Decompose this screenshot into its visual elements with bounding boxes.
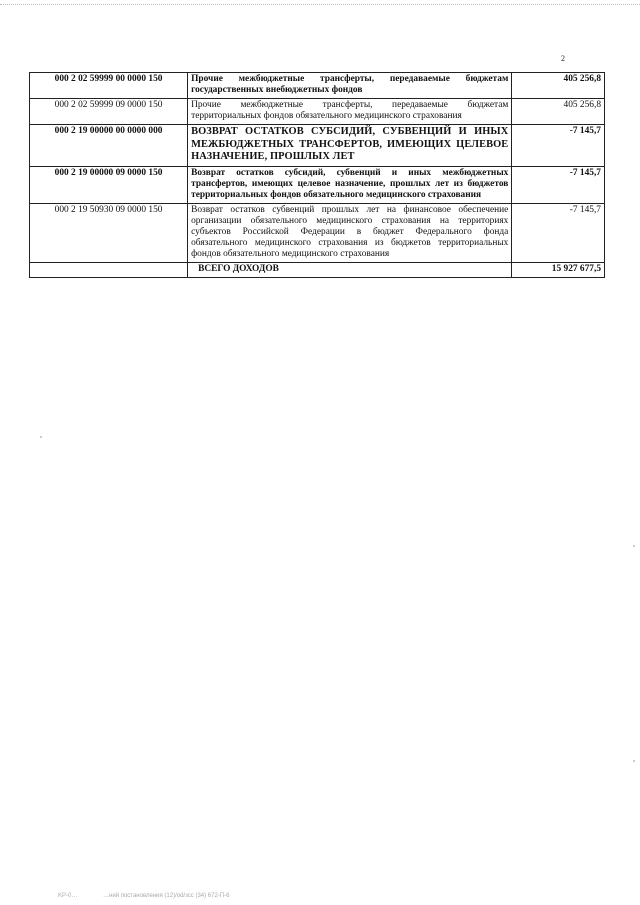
table-row <box>30 73 605 99</box>
description-cell: Возврат остатков субсидий, субвенций и иных межбюджетных трансфертов, имеющих целевое назначение, прошлых лет из бюджетов территориальных фондов обязательного медицинского страхования <box>188 166 512 203</box>
footer-stamp <box>58 893 618 899</box>
revenue-table <box>29 72 605 278</box>
total-amount: 15 927 677,5 <box>512 262 605 277</box>
page-number: 2 <box>561 54 565 63</box>
budget-code-cell: 000 2 19 00000 09 0000 150 <box>30 166 188 203</box>
scan-speck <box>40 436 42 438</box>
table-row <box>30 166 605 203</box>
description-cell: ВОЗВРАТ ОСТАТКОВ СУБСИДИЙ, СУБВЕНЦИЙ И ИНЫХ МЕЖБЮДЖЕТНЫХ ТРАНСФЕРТОВ, ИМЕЮЩИХ ЦЕЛЕВОЕ НАЗНАЧЕНИЕ, ПРОШЛЫХ ЛЕТ <box>188 125 512 167</box>
table-row <box>30 125 605 167</box>
footer-right-text: …ний постановления (12)/od/зсс (34) 672-П-6 <box>103 893 230 899</box>
amount-cell: 405 256,8 <box>512 73 605 99</box>
description-cell: Возврат остатков субвенций прошлых лет на финансовое обеспечение организации обязательного медицинского страхования на территориях субъектов Российской Федерации в бюджет Федерального фонда обязательного медицинского страхования из бюджетов территориальных фондов обязательного медицинского страхования <box>188 203 512 262</box>
amount-cell: -7 145,7 <box>512 166 605 203</box>
scan-edge-line <box>0 4 640 11</box>
scan-speck <box>633 760 635 762</box>
total-code-cell <box>30 262 188 277</box>
table-row <box>30 203 605 262</box>
total-row <box>30 262 605 277</box>
description-cell: Прочие межбюджетные трансферты, передаваемые бюджетам территориальных фондов обязательного медицинского страхования <box>188 99 512 125</box>
amount-cell: -7 145,7 <box>512 125 605 167</box>
total-label: ВСЕГО ДОХОДОВ <box>188 262 512 277</box>
footer-left-text: KP-0… <box>58 893 78 899</box>
budget-code-cell: 000 2 19 00000 00 0000 000 <box>30 125 188 167</box>
amount-cell: -7 145,7 <box>512 203 605 262</box>
description-cell: Прочие межбюджетные трансферты, передаваемые бюджетам государственных внебюджетных фондов <box>188 73 512 99</box>
scan-speck <box>633 545 635 547</box>
budget-code-cell: 000 2 02 59999 09 0000 150 <box>30 99 188 125</box>
table-row <box>30 99 605 125</box>
budget-code-cell: 000 2 02 59999 00 0000 150 <box>30 73 188 99</box>
budget-code-cell: 000 2 19 50930 09 0000 150 <box>30 203 188 262</box>
amount-cell: 405 256,8 <box>512 99 605 125</box>
